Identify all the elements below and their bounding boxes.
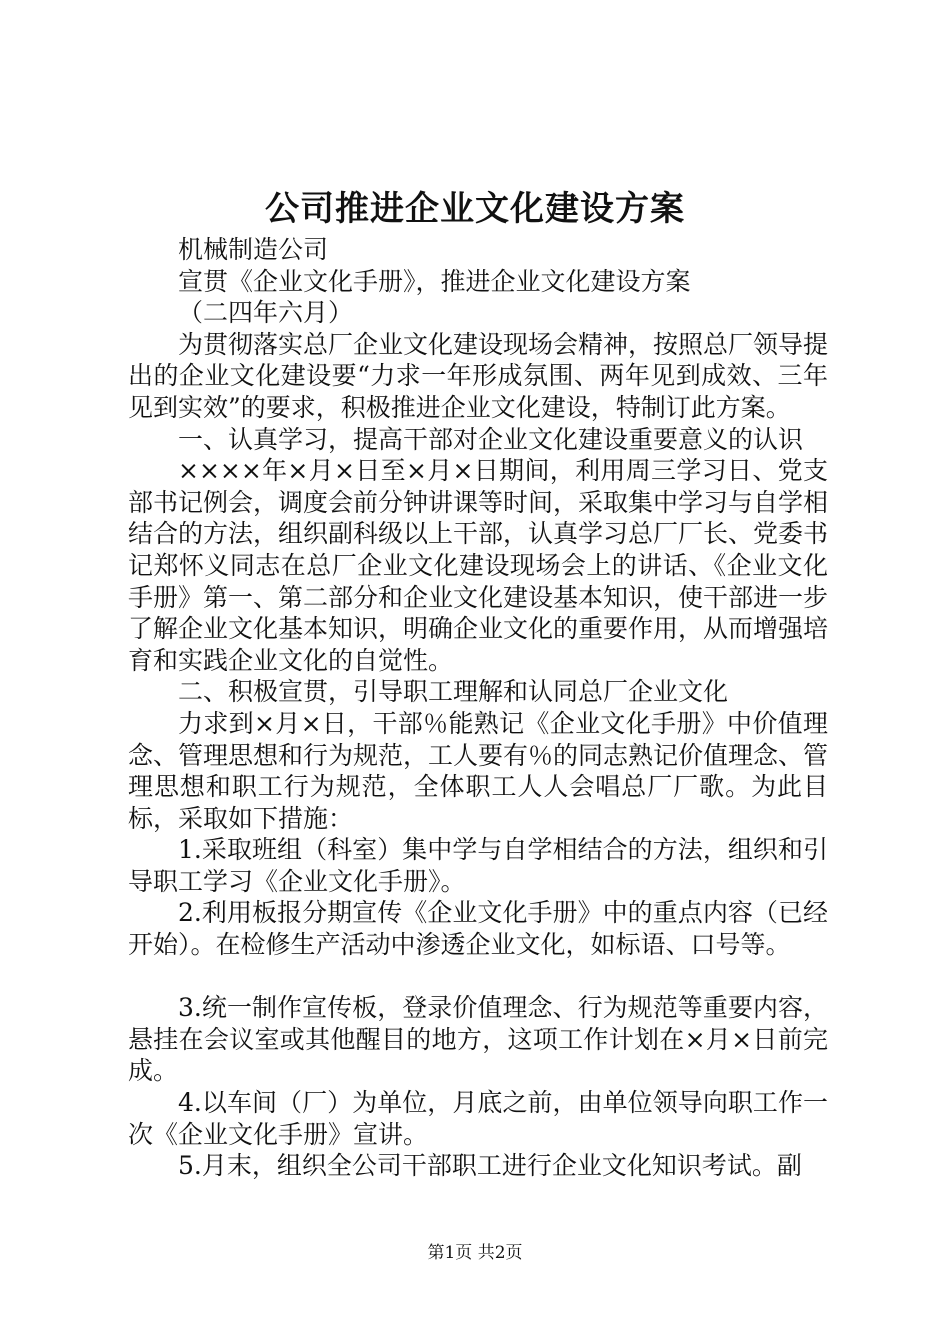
plan-date: （二四年六月） — [178, 298, 354, 328]
section-1-paragraph: ××××年×月×日至×月×日期间，利用周三学习日、党支部书记例会，调度会前分钟讲课等时间，采取集中学习与自学相结合的方法，组织副科级以上干部，认真学习总厂厂长、党委书记郑怀义同志在总厂企业文化建设现场会上的讲话、《企业文化手册》第一、第二部分和企业文化建设基本知识，使干部进一步了解企业文化基本知识，明确企业文化的重要作用，从而增强培育和实践企业文化的自觉性。 — [128, 456, 829, 675]
blank-line — [128, 961, 828, 993]
document-title: 公司推进企业文化建设方案 — [265, 189, 685, 229]
measure-item-5: 5.月末，组织全公司干部职工进行企业文化知识考试。副 — [178, 1151, 802, 1181]
measure-item-4: 4.以车间（厂）为单位，月底之前，由单位领导向职工作一次《企业文化手册》宣讲。 — [128, 1088, 828, 1149]
measure-item-3: 3.统一制作宣传板，登录价值理念、行为规范等重要内容，悬挂在会议室或其他醒目的地方，这项工作计划在×月×日前完成。 — [128, 993, 828, 1086]
plan-subtitle: 宣贯《企业文化手册》，推进企业文化建设方案 — [178, 266, 691, 296]
section-heading-1: 一、认真学习，提高干部对企业文化建设重要意义的认识 — [178, 424, 804, 454]
section-2-paragraph: 力求到×月×日，干部％能熟记《企业文化手册》中价值理念、管理思想和行为规范，工人要有％的同志熟记价值理念、管理思想和职工行为规范，全体职工人人会唱总厂厂歌。为此目标，采取如下措施： — [128, 708, 829, 833]
document-body — [128, 234, 828, 1182]
page-footer: 第1页 共2页 — [427, 1243, 523, 1263]
company-name: 机械制造公司 — [178, 235, 329, 264]
measure-item-1: 1.采取班组（科室）集中学与自学相结合的方法，组织和引导职工学习《企业文化手册》。 — [128, 835, 828, 896]
intro-paragraph: 为贯彻落实总厂企业文化建设现场会精神，按照总厂领导提出的企业文化建设要“力求一年形成氛围、两年见到成效、三年见到实效”的要求，积极推进企业文化建设，特制订此方案。 — [128, 329, 829, 422]
measure-item-2: 2.利用板报分期宣传《企业文化手册》中的重点内容（已经开始）。在检修生产活动中渗透企业文化，如标语、口号等。 — [128, 898, 828, 960]
section-heading-2: 二、积极宣贯，引导职工理解和认同总厂企业文化 — [178, 677, 729, 707]
